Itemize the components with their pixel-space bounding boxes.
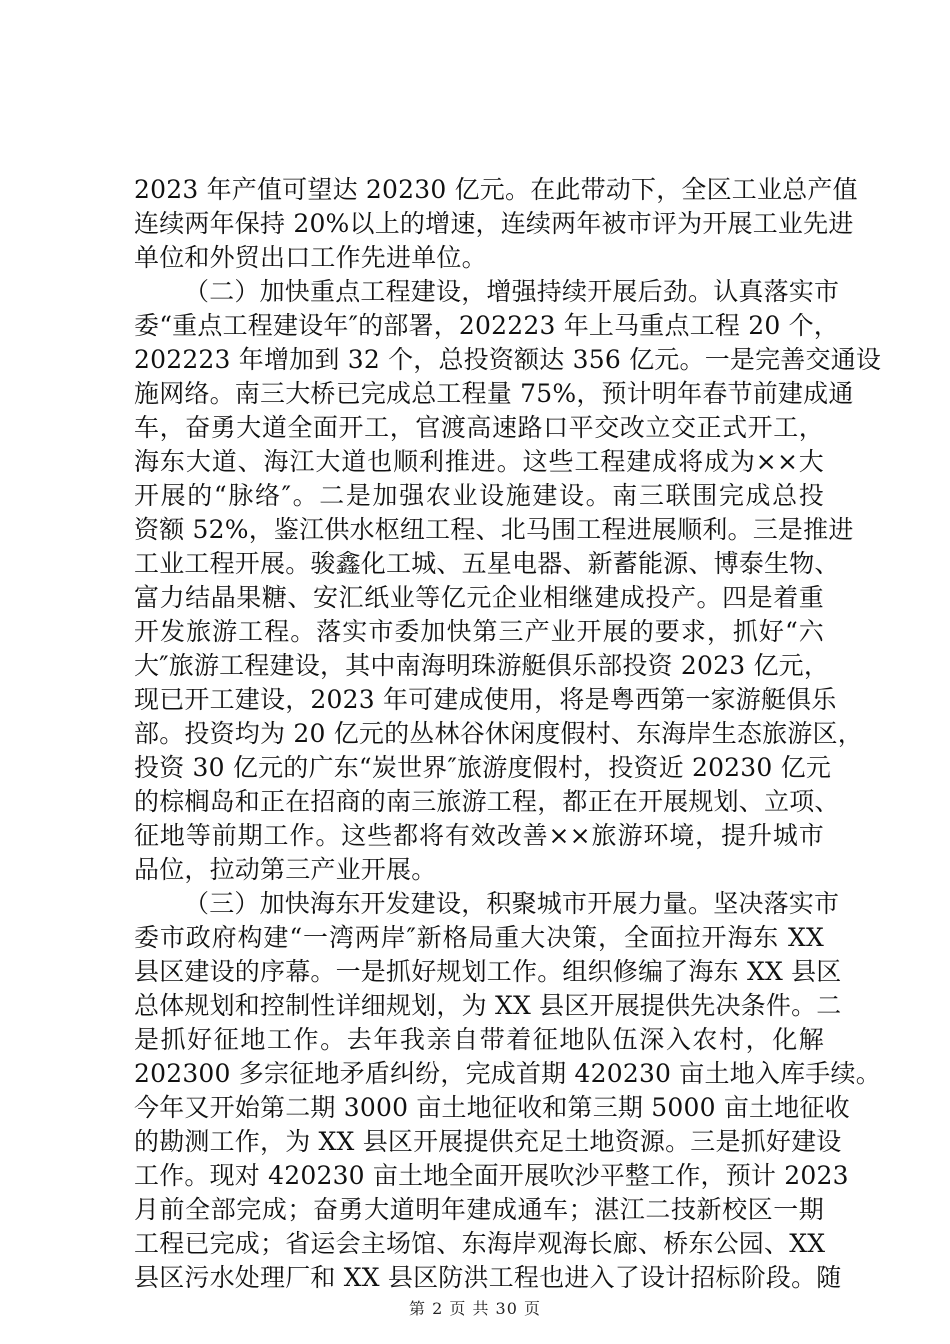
text-line: 施网络。南三大桥已完成总工程量 75%，预计明年春节前建成通 (134, 379, 854, 408)
text-line: 是抓好征地工作。去年我亲自带着征地队伍深入农村，化解 (134, 1025, 824, 1054)
text-line: 202300 多宗征地矛盾纠纷，完成首期 420230 亩土地入库手续。 (134, 1059, 881, 1088)
text-line: 委“重点工程建设年″的部署，202223 年上马重点工程 20 个， (134, 311, 840, 340)
text-line: 202223 年增加到 32 个，总投资额达 356 亿元。一是完善交通设 (134, 345, 882, 374)
text-line: 县区污水处理厂和 XX 县区防洪工程也进入了设计招标阶段。随 (134, 1263, 842, 1292)
text-line: 工程已完成；省运会主场馆、东海岸观海长廊、桥东公园、XX (134, 1229, 826, 1258)
text-line: 今年又开始第二期 3000 亩土地征收和第三期 5000 亩土地征收 (134, 1093, 850, 1122)
text-line: 连续两年保持 20%以上的增速，连续两年被市评为开展工业先进 (134, 209, 854, 238)
text-line: 车，奋勇大道全面开工，官渡高速路口平交改立交正式开工， (134, 413, 824, 442)
text-line: 征地等前期工作。这些都将有效改善××旅游环境，提升城市 (134, 821, 824, 850)
paragraph-start-line: （二）加快重点工程建设，增强持续开展后劲。认真落实市 (184, 277, 840, 306)
paragraph-start-line: （三）加快海东开发建设，积聚城市开展力量。坚决落实市 (184, 889, 840, 918)
text-line: 现已开工建设，2023 年可建成使用，将是粤西第一家游艇俱乐 (134, 685, 837, 714)
text-line: 2023 年产值可望达 20230 亿元。在此带动下，全区工业总产值 (134, 175, 858, 204)
text-line: 富力结晶果糖、安汇纸业等亿元企业相继建成投产。四是着重 (134, 583, 824, 612)
text-line: 的勘测工作，为 XX 县区开展提供充足土地资源。三是抓好建设 (134, 1127, 842, 1156)
text-line: 资额 52%，鉴江供水枢纽工程、北马围工程进展顺利。三是推进 (134, 515, 854, 544)
text-line: 部。投资均为 20 亿元的丛林谷休闲度假村、东海岸生态旅游区， (134, 719, 863, 748)
text-line: 委市政府构建“一湾两岸″新格局重大决策，全面拉开海东 XX (134, 923, 824, 952)
text-line: 开发旅游工程。落实市委加快第三产业开展的要求，抓好“六 (134, 617, 824, 646)
text-line: 投资 30 亿元的广东“炭世界″旅游度假村，投资近 20230 亿元 (134, 753, 832, 782)
text-line: 品位，拉动第三产业开展。 (134, 855, 437, 884)
text-line: 开展的“脉络″。二是加强农业设施建设。南三联围完成总投 (134, 481, 824, 510)
page-number-footer: 第 2 页 共 30 页 (409, 1299, 541, 1318)
text-line: 县区建设的序幕。一是抓好规划工作。组织修编了海东 XX 县区 (134, 957, 842, 986)
text-line: 总体规划和控制性详细规划，为 XX 县区开展提供先决条件。二 (134, 991, 842, 1020)
text-line: 大″旅游工程建设，其中南海明珠游艇俱乐部投资 2023 亿元， (134, 651, 830, 680)
text-line: 单位和外贸出口工作先进单位。 (134, 243, 487, 272)
text-line: 工作。现对 420230 亩土地全面开展吹沙平整工作，预计 2023 (134, 1161, 849, 1190)
text-line: 的棕榈岛和正在招商的南三旅游工程，都正在开展规划、立项、 (134, 787, 840, 816)
text-line: 工业工程开展。骏鑫化工城、五星电器、新蓄能源、博泰生物、 (134, 549, 840, 578)
text-line: 海东大道、海江大道也顺利推进。这些工程建成将成为××大 (134, 447, 824, 476)
text-line: 月前全部完成；奋勇大道明年建成通车；湛江二技新校区一期 (134, 1195, 824, 1224)
